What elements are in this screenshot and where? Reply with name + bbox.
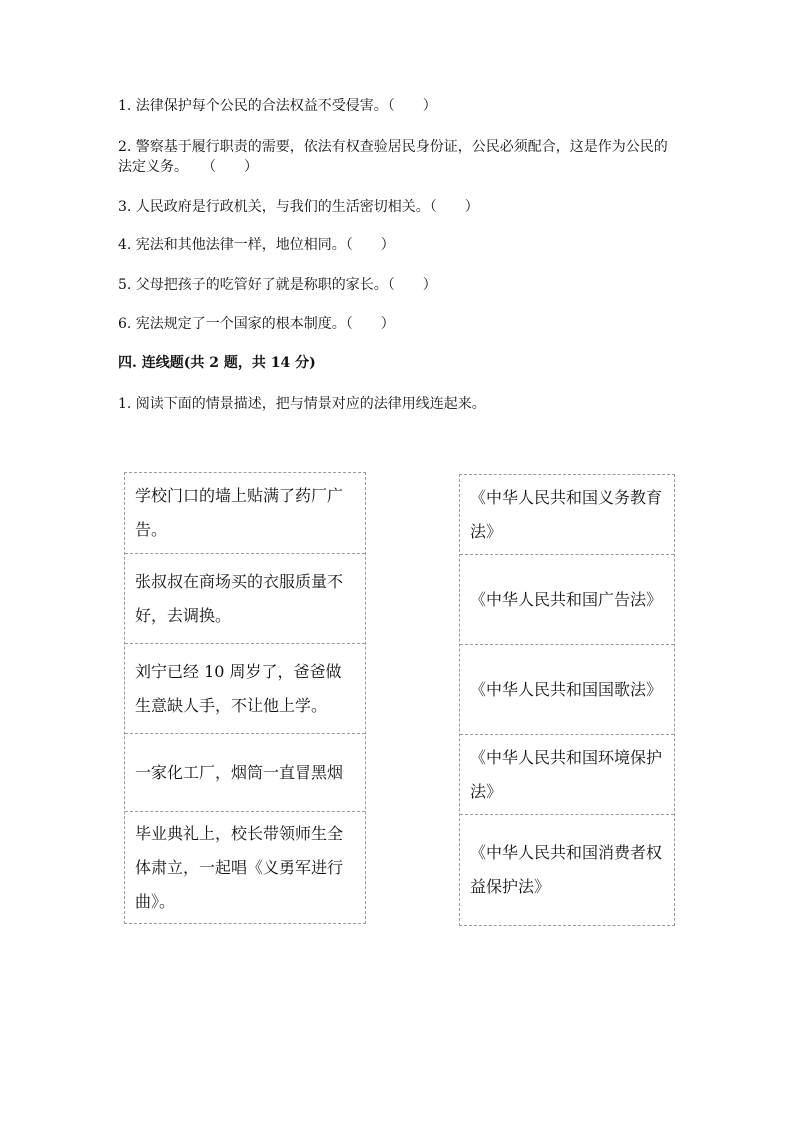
matching-instruction: 1. 阅读下面的情景描述，把与情景对应的法律用线连起来。 xyxy=(118,396,486,412)
question-1: 1. 法律保护每个公民的合法权益不受侵害。（ ） xyxy=(118,98,437,114)
law-item[interactable]: 《中华人民共和国消费者权益保护法》 xyxy=(460,814,674,925)
scenario-item[interactable]: 毕业典礼上，校长带领师生全体肃立，一起唱《义勇军进行曲》。 xyxy=(125,811,365,923)
law-item[interactable]: 《中华人民共和国国歌法》 xyxy=(460,644,674,734)
question-2: 2. 警察基于履行职责的需要，依法有权查验居民身份证，公民必须配合，这是作为公民的法定义务。 （ ） xyxy=(118,139,668,175)
scenario-item[interactable]: 学校门口的墙上贴满了药厂广告。 xyxy=(135,486,344,539)
question-4: 4. 宪法和其他法律一样，地位相同。（ ） xyxy=(118,237,395,253)
law-item[interactable]: 《中华人民共和国环境保护法》 xyxy=(460,734,674,814)
law-item[interactable]: 《中华人民共和国义务教育法》 xyxy=(470,487,663,541)
scenario-item[interactable]: 张叔叔在商场买的衣服质量不好，去调换。 xyxy=(125,553,365,643)
scenario-item[interactable]: 刘宁已经 10 周岁了，爸爸做生意缺人手，不让他上学。 xyxy=(125,643,365,733)
scenario-item[interactable]: 一家化工厂，烟筒一直冒黑烟 xyxy=(125,733,365,811)
left-scenario-column xyxy=(124,472,366,924)
law-item[interactable]: 《中华人民共和国广告法》 xyxy=(460,554,674,644)
section-title: 四. 连线题(共 2 题，共 14 分) xyxy=(118,355,316,371)
question-3: 3. 人民政府是行政机关，与我们的生活密切相关。（ ） xyxy=(118,199,479,215)
question-5: 5. 父母把孩子的吃管好了就是称职的家长。（ ） xyxy=(118,277,437,293)
right-law-column xyxy=(459,474,675,926)
question-6: 6. 宪法规定了一个国家的根本制度。（ ） xyxy=(118,316,395,332)
